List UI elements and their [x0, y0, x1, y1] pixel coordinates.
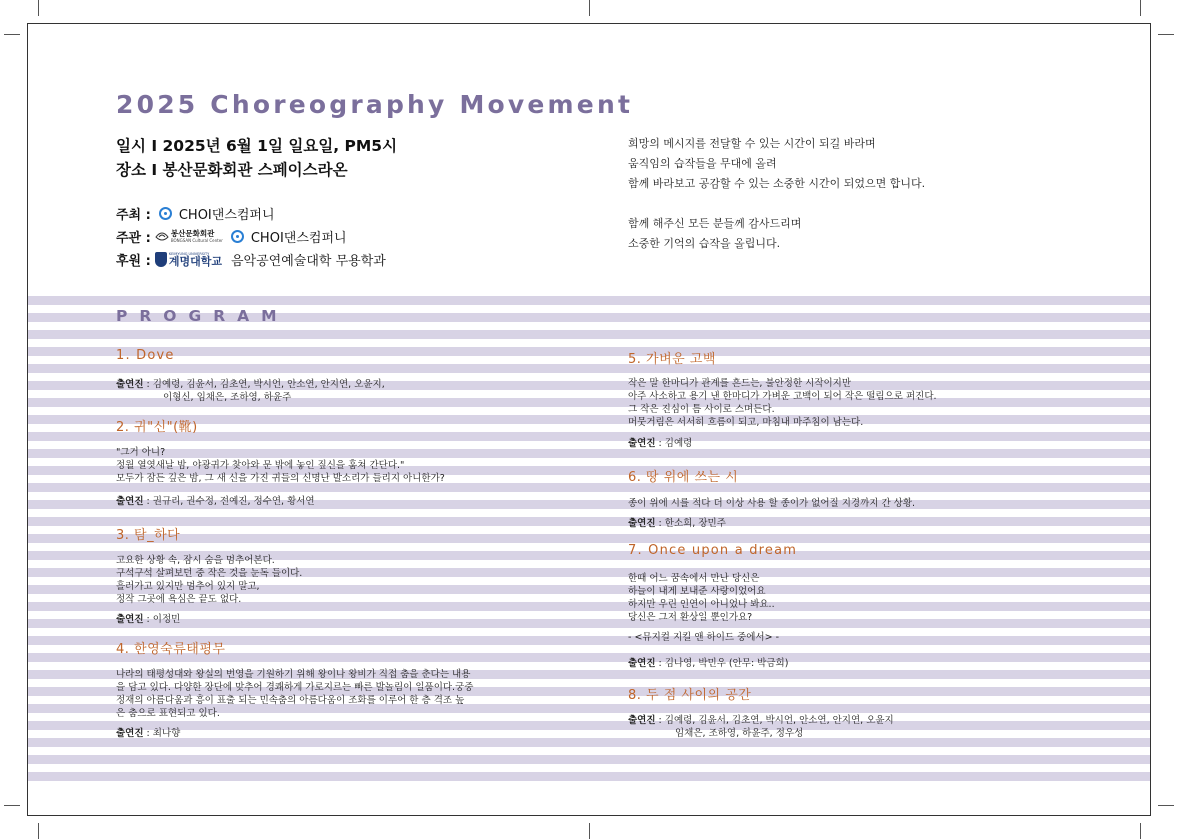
crop-mark: [38, 823, 39, 839]
choi-logo-icon: [231, 230, 244, 243]
desc-line: 은 춤으로 표현되고 있다.: [116, 708, 220, 719]
desc-line: 을 담고 있다. 다양한 장단에 맞추어 경쾌하게 가로지르는 빠른 발놀림이 일품이다.궁중: [116, 682, 474, 693]
desc-line: 하늘이 내게 보내준 사랑이었어요: [628, 586, 766, 597]
organizer-name: CHOI댄스컴퍼니: [250, 231, 347, 246]
desc-line: - <뮤지컬 지킬 앤 하이드 중에서> -: [628, 632, 780, 643]
crop-mark: [1140, 823, 1141, 839]
desc-line: "그거 아니?: [116, 447, 166, 458]
desc-line: 고요한 상황 속, 잠시 숨을 멈추어본다.: [116, 555, 275, 566]
cast-names: 김나영, 박민우 (안무: 박금희): [664, 658, 789, 669]
program-item-cast: 출연진 : 권규리, 권수정, 전예진, 정수연, 황서연: [116, 496, 315, 507]
message-line: 희망의 메시지를 전달할 수 있는 시간이 되길 바라며: [628, 137, 876, 150]
host-label: 주최 :: [116, 208, 151, 223]
greeting-message: [628, 134, 925, 254]
crop-mark: [589, 0, 590, 16]
message-line: 움직임의 습작들을 무대에 올려: [628, 157, 777, 170]
program-item-cast: 출연진 : 김예령, 김윤서, 김초연, 박시언, 안소연, 안지연, 오윤지, 이형신, 임채은, 조하영, 하윤주: [116, 379, 385, 403]
event-date-place: [116, 134, 397, 182]
program-item-title: 3. 탐_하다: [116, 528, 181, 543]
program-item-desc: [116, 446, 445, 485]
program-item-cast: 출연진 : 김나영, 박민우 (안무: 박금희): [628, 658, 789, 669]
crop-mark: [589, 823, 590, 839]
cast-names: 김예령: [664, 438, 693, 449]
program-item-cast: 출연진 : 최나향: [116, 728, 181, 739]
cast-label: 출연진: [116, 496, 144, 507]
university-logo-name: 계명대학교: [168, 255, 222, 268]
crop-mark: [1140, 0, 1141, 16]
crop-mark: [1158, 805, 1174, 806]
program-item-title: 5. 가벼운 고백: [628, 352, 716, 367]
cast-label: 출연진: [628, 518, 656, 529]
cast-names: 김예령, 김윤서, 김초연, 박시언, 안소연, 안지연, 오윤지: [664, 715, 894, 726]
program-item-cast: 출연진 : 한소희, 장민주: [628, 518, 726, 529]
desc-line: 아주 사소하고 용기 낸 한마디가 가벼운 고백이 되어 작은 떨림으로 퍼진다.: [628, 391, 937, 402]
program-item-desc: [628, 497, 915, 510]
desc-line: 나라의 태평성대와 왕실의 번영을 기원하기 위해 왕이나 왕비가 직접 춤을 춘다는 내용: [116, 669, 471, 680]
program-item-desc: [628, 377, 937, 429]
sponsor-label: 후원 :: [116, 254, 151, 269]
desc-line: 당신은 그저 환상일 뿐인가요?: [628, 612, 753, 623]
event-date: 일시 I 2025년 6월 1일 일요일, PM5시: [116, 137, 398, 155]
cast-names: 이정민: [152, 614, 181, 625]
desc-line: 흘러가고 있지만 멈추어 있지 말고,: [116, 581, 260, 592]
cast-label: 출연진: [116, 614, 144, 625]
bongsan-hall-logo: [155, 230, 223, 244]
desc-spacer: [628, 624, 779, 631]
program-item-cast: 출연진 : 김예령: [628, 438, 693, 449]
program-item-desc: [116, 668, 473, 720]
sponsor-row: [116, 250, 386, 269]
organizer-row: [116, 227, 347, 246]
cast-names: 권규리, 권수정, 전예진, 정수연, 황서연: [152, 496, 315, 507]
program-item-desc: [628, 572, 779, 644]
cast-names: 임채은, 조하영, 하윤주, 정우성: [675, 728, 804, 739]
program-item-title: 4. 한영숙류태평무: [116, 642, 226, 657]
program-item-title: 6. 땅 위에 쓰는 시: [628, 470, 739, 485]
cast-names: 한소희, 장민주: [664, 518, 726, 529]
host-name: CHOI댄스컴퍼니: [178, 208, 275, 223]
desc-line: 모두가 잠든 깊은 밤, 그 새 신을 가진 귀들의 신명난 발소리가 들리지 아니한가?: [116, 473, 445, 484]
keimyung-emblem-icon: [155, 252, 167, 267]
brochure-sheet: [27, 23, 1151, 816]
cast-names: 최나향: [152, 728, 181, 739]
desc-line: 그 작은 진심이 틈 사이로 스며든다.: [628, 404, 775, 415]
program-item-cast: 출연진 : 이정민: [116, 614, 181, 625]
cast-label: 출연진: [628, 438, 656, 449]
program-item-title: 8. 두 점 사이의 공간: [628, 688, 752, 703]
crop-mark: [4, 805, 20, 806]
hall-logo-sub: BONGSAN Cultural Center: [170, 237, 223, 243]
program-item-cast: 출연진 : 김예령, 김윤서, 김초연, 박시언, 안소연, 안지연, 오윤지 임채은, 조하영, 하윤주, 정우성: [628, 715, 894, 739]
message-line: 소중한 기억의 습작을 올립니다.: [628, 237, 781, 250]
cast-names: 이형신, 임채은, 조하영, 하윤주: [163, 392, 292, 403]
desc-line: 구석구석 살펴보던 중 작은 것을 눈독 들이다.: [116, 568, 303, 579]
desc-line: 머뭇거림은 서서히 흐름이 되고, 마침내 마주침이 남는다.: [628, 417, 864, 428]
event-title: 2025 Choreography Movement: [116, 90, 634, 119]
cast-label: 출연진: [116, 379, 144, 390]
bongsan-hall-logo-icon: [155, 231, 169, 243]
cast-label: 출연진: [628, 715, 656, 726]
hall-logo-name: 봉산문화회관: [170, 228, 215, 238]
message-line: 함께 바라보고 공감할 수 있는 소중한 시간이 되었으면 합니다.: [628, 177, 926, 190]
sponsor-name: 음악공연예술대학 무용학과: [230, 254, 386, 269]
organizer-label: 주관 :: [116, 231, 151, 246]
host-row: [116, 204, 275, 223]
choi-logo-icon: [159, 207, 172, 220]
desc-line: 종이 위에 시를 적다 더 이상 사용 할 종이가 없어질 지경까지 간 상황.: [628, 498, 916, 509]
program-item-title: 7. Once upon a dream: [628, 543, 798, 558]
crop-mark: [1158, 34, 1174, 35]
cast-label: 출연진: [116, 728, 144, 739]
desc-line: 한때 어느 꿈속에서 만난 당신은: [628, 573, 760, 584]
keimyung-logo: [155, 252, 222, 267]
message-spacer: [628, 194, 925, 214]
cast-label: 출연진: [628, 658, 656, 669]
program-item-title: 1. Dove: [116, 348, 175, 363]
desc-line: 정작 그곳에 욕심은 끝도 없다.: [116, 594, 242, 605]
desc-line: 정재의 아름다움과 흥이 표출 되는 민속춤의 아름다움이 조화를 이루어 한 층 격조 높: [116, 695, 465, 706]
program-heading: PROGRAM: [116, 307, 289, 325]
program-item-title: 2. 귀"신"(靴): [116, 420, 198, 435]
crop-mark: [4, 34, 20, 35]
university-logo-sub: KEIMYUNG UNIVERSITY: [168, 252, 210, 256]
message-line: 함께 해주신 모든 분들께 감사드리며: [628, 217, 802, 230]
desc-line: 정월 열엿새날 밤, 야광귀가 찾아와 문 밖에 놓인 짚신을 훔쳐 간단다.": [116, 460, 405, 471]
program-item-desc: [116, 554, 302, 606]
cast-names: 김예령, 김윤서, 김초연, 박시언, 안소연, 안지연, 오윤지,: [152, 379, 385, 390]
crop-mark: [38, 0, 39, 16]
event-place: 장소 I 봉산문화회관 스페이스라온: [116, 161, 348, 179]
desc-line: 작은 말 한마디가 관계를 흔드는, 불안정한 시작이지만: [628, 378, 852, 389]
desc-line: 하지만 우린 인연이 아니었나 봐요..: [628, 599, 775, 610]
